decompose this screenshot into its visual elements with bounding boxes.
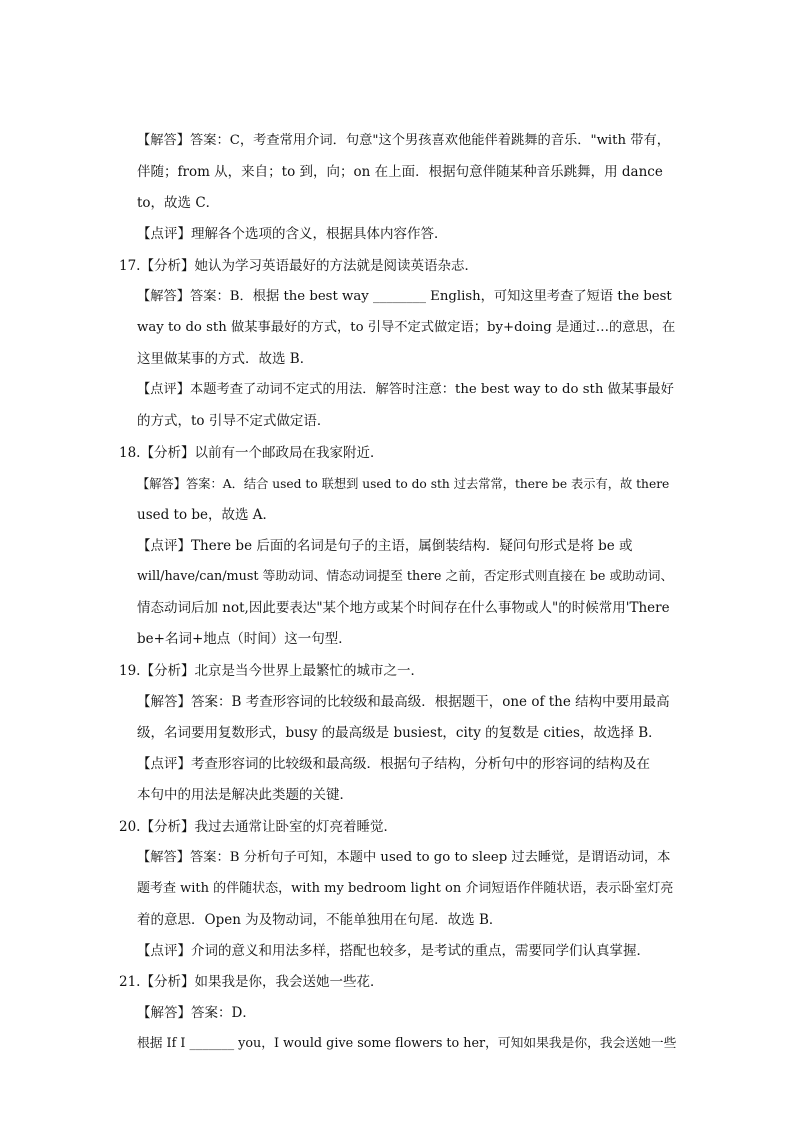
q20-answer-line-1: 【解答】答案：B 分析句子可知，本题中 used to go to sleep 过去睡觉，是谓语动词，本: [137, 850, 671, 865]
q17-analysis: 17.【分析】她认为学习英语最好的方法就是阅读英语杂志．: [119, 258, 478, 274]
q19-comment-line-1: 【点评】考查形容词的比较级和最高级．根据句子结构，分析句中的形容词的结构及在: [137, 756, 650, 772]
q17-comment-line-1: 【点评】本题考查了动词不定式的用法．解答时注意：the best way to do sth 做某事最好: [137, 382, 674, 397]
q16-answer-line-3: to，故选 C．: [137, 195, 220, 211]
q17-answer-line-2: way to do sth 做某事最好的方式，to 引导不定式做定语；by+doing 是通过…的意思，在: [137, 320, 676, 335]
q16-comment: 【点评】理解各个选项的含义，根据具体内容作答．: [137, 226, 448, 242]
q20-answer-line-3: 着的意思．Open 为及物动词，不能单独用在句尾．故选 B．: [137, 912, 503, 928]
q19-analysis: 19.【分析】北京是当今世界上最繁忙的城市之一．: [119, 663, 424, 679]
q20-comment: 【点评】介词的意义和用法多样，搭配也较多，是考试的重点，需要同学们认真掌握．: [137, 943, 650, 959]
q16-answer-line-2: 伴随；from 从，来自；to 到，向；on 在上面．根据句意伴随某种音乐跳舞，用 dance: [137, 164, 663, 180]
q17-answer-line-3: 这里做某事的方式．故选 B．: [137, 351, 314, 367]
q18-answer-line-1: 【解答】答案：A．结合 used to 联想到 used to do sth 过去常常，there be 表示有，故 there: [137, 477, 670, 491]
q19-answer-line-2: 级，名词要用复数形式，busy 的最高级是 busiest，city 的复数是 cities，故选择 B．: [137, 725, 662, 741]
q18-comment-line-1: 【点评】There be 后面的名词是句子的主语，属倒装结构．疑问句形式是将 be 或: [137, 538, 633, 554]
q21-answer-line-2: 根据 If I _______ you，I would give some flowers to her，可知如果我是你，我会送她一些: [137, 1036, 677, 1051]
q19-comment-line-2: 本句中的用法是解决此类题的关键．: [137, 787, 353, 803]
q18-comment-line-2: will/have/can/must 等助动词、情态动词提至 there 之前，否定形式则直接在 be 或助动词、: [137, 569, 674, 584]
q18-comment-line-3: 情态动词后加 not,因此要表达"某个地方或某个时间存在什么事物或人"的时候常用'There: [137, 600, 670, 616]
q18-answer-line-2: used to be，故选 A．: [137, 507, 277, 523]
q21-answer-line-1: 【解答】答案：D．: [137, 1005, 256, 1021]
q19-answer-line-1: 【解答】答案：B 考查形容词的比较级和最高级．根据题干，one of the 结构中要用最高: [137, 694, 670, 710]
q17-comment-line-2: 的方式，to 引导不定式做定语．: [137, 413, 331, 429]
q21-analysis: 21.【分析】如果我是你，我会送她一些花．: [119, 974, 384, 990]
q18-analysis: 18.【分析】以前有一个邮政局在我家附近．: [119, 445, 384, 461]
q18-comment-line-4: be+名词+地点（时间）这一句型．: [137, 631, 352, 647]
q20-analysis: 20.【分析】我过去通常让卧室的灯亮着睡觉．: [119, 819, 397, 835]
q20-answer-line-2: 题考查 with 的伴随状态，with my bedroom light on 介词短语作伴随状语，表示卧室灯亮: [137, 881, 674, 896]
q17-answer-line-1: 【解答】答案：B．根据 the best way ________ English，可知这里考查了短语 the best: [137, 289, 672, 304]
q16-answer-line-1: 【解答】答案：C，考查常用介词．句意"这个男孩喜欢他能伴着跳舞的音乐．"with 带有，: [137, 133, 670, 148]
